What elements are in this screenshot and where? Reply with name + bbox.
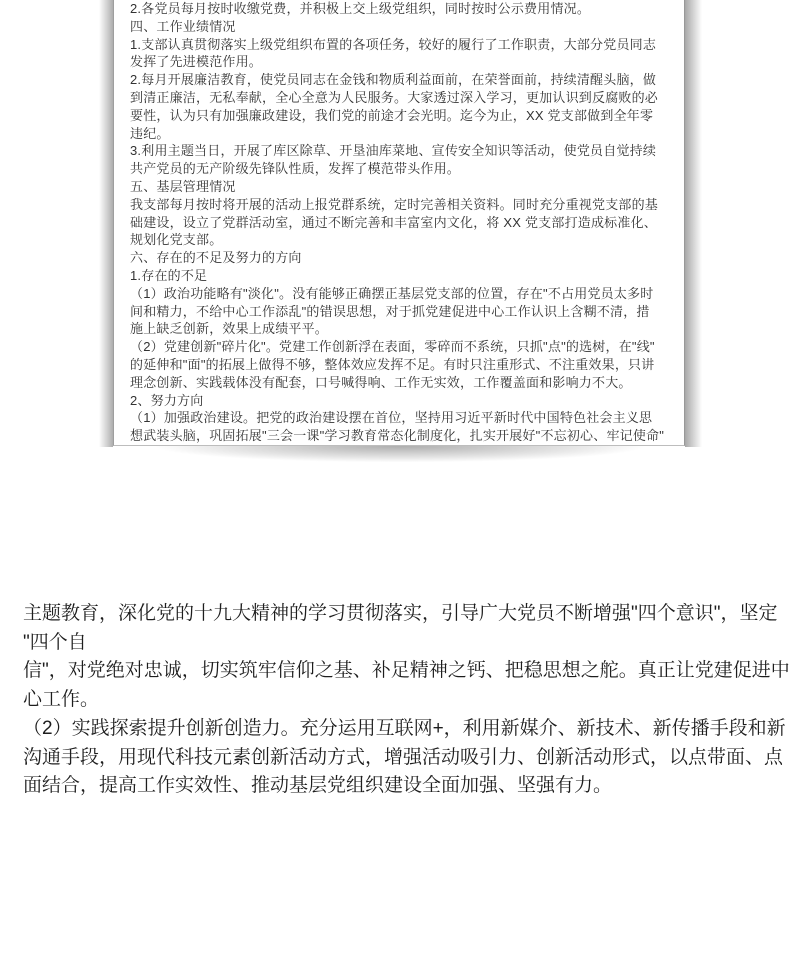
document-text-line: 五、基层管理情况: [130, 178, 236, 194]
document-text-line: 础建设，设立了党群活动室，通过不断完善和丰富室内文化，将 XX 党支部打造成标准化、: [130, 214, 657, 230]
article-text-line: （2）实践探索提升创新创造力。充分运用互联网+，利用新媒介、新技术、新传播手段和新: [23, 717, 786, 739]
document-text-line: 2.每月开展廉洁教育，使党员同志在金钱和物质利益面前，在荣誉面前，持续清醒头脑，做: [130, 72, 657, 88]
document-text-line: （2）党建创新"碎片化"。党建工作创新浮在表面，零碎而不系统，只抓"点"的选树，在"线": [130, 339, 655, 355]
document-text-line: 要性，认为只有加强廉政建设，我们党的前途才会光明。迄今为止，XX 党支部做到全年零: [130, 107, 654, 123]
document-text-line: 四、工作业绩情况: [130, 18, 236, 34]
document-text-line: 共产党员的无产阶级先锋队性质，发挥了模范带头作用。: [130, 161, 461, 177]
document-text-line: 理念创新、实践载体没有配套，口号喊得响、工作无实效，工作覆盖面和影响力不大。: [130, 374, 632, 390]
document-text-line: （1）加强政治建设。把党的政治建设摆在首位，坚持用习近平新时代中国特色社会主义思: [130, 410, 653, 426]
document-text-line: 1.支部认真贯彻落实上级党组织布置的各项任务，较好的履行了工作职责，大部分党员同志: [130, 36, 657, 52]
document-text-line: 2.各党员每月按时收缴党费，并积极上交上级党组织，同时按时公示费用情况。: [130, 1, 591, 16]
document-text-line: 违纪。: [130, 125, 170, 141]
document-page-text: [130, 0, 665, 445]
article-text-line: 信"，对党绝对忠诚，切实筑牢信仰之基、补足精神之钙、把稳思想之舵。真正让党建促进中: [23, 660, 790, 682]
document-text-line: 到清正廉洁，无私奉献，全心全意为人民服务。大家透过深入学习，更加认识到反腐败的必: [130, 89, 659, 105]
article-text-line: 面结合，提高工作实效性、推动基层党组织建设全面加强、坚强有力。: [23, 775, 613, 797]
page-left-shadow: [99, 0, 113, 447]
document-text-line: 我支部每月按时将开展的活动上报党群系统，定时完善相关资料。同时充分重视党支部的基: [130, 196, 659, 212]
article-text-line: 心工作。: [23, 689, 100, 711]
document-page-preview: [113, 0, 685, 446]
document-text-line: 3.利用主题当日，开展了库区除草、开垦油库菜地、宣传安全知识等活动，使党员自觉持续: [130, 143, 657, 159]
document-text-line: 发挥了先进模范作用。: [130, 54, 263, 70]
document-text-line: 施上缺乏创新，效果上成绩平平。: [130, 321, 329, 337]
document-text-line: 2、努力方向: [130, 392, 204, 408]
article-body-text: [0, 600, 800, 801]
page-bottom-shadow: [97, 446, 703, 467]
article-text-line: 沟通手段，用现代科技元素创新活动方式，增强活动吸引力、创新活动形式，以点带面、点: [23, 746, 784, 768]
document-text-line: 1.存在的不足: [130, 267, 208, 283]
article-text-line: "四个自: [23, 631, 87, 653]
document-text-line: 规划化党支部。: [130, 232, 223, 248]
document-text-line: 想武装头脑，巩固拓展"三会一课"学习教育常态化制度化，扎实开展好"不忘初心、牢记使命": [130, 428, 665, 444]
document-text-line: 间和精力，不给中心工作添乱"的错误思想，对于抓党建促进中心工作认识上含糊不清，措: [130, 303, 650, 319]
document-text-line: 的延伸和"面"的拓展上做得不够，整体效应发挥不足。有时只注重形式、不注重效果，只讲: [130, 356, 655, 372]
article-text-line: 主题教育，深化党的十九大精神的学习贯彻落实，引导广大党员不断增强"四个意识"，坚定: [23, 603, 778, 624]
document-text-line: （1）政治功能略有"淡化"。没有能够正确摆正基层党支部的位置，存在"不占用党员太多时: [130, 285, 654, 301]
page-right-shadow: [685, 0, 702, 447]
document-text-line: 六、存在的不足及努力的方向: [130, 250, 302, 266]
